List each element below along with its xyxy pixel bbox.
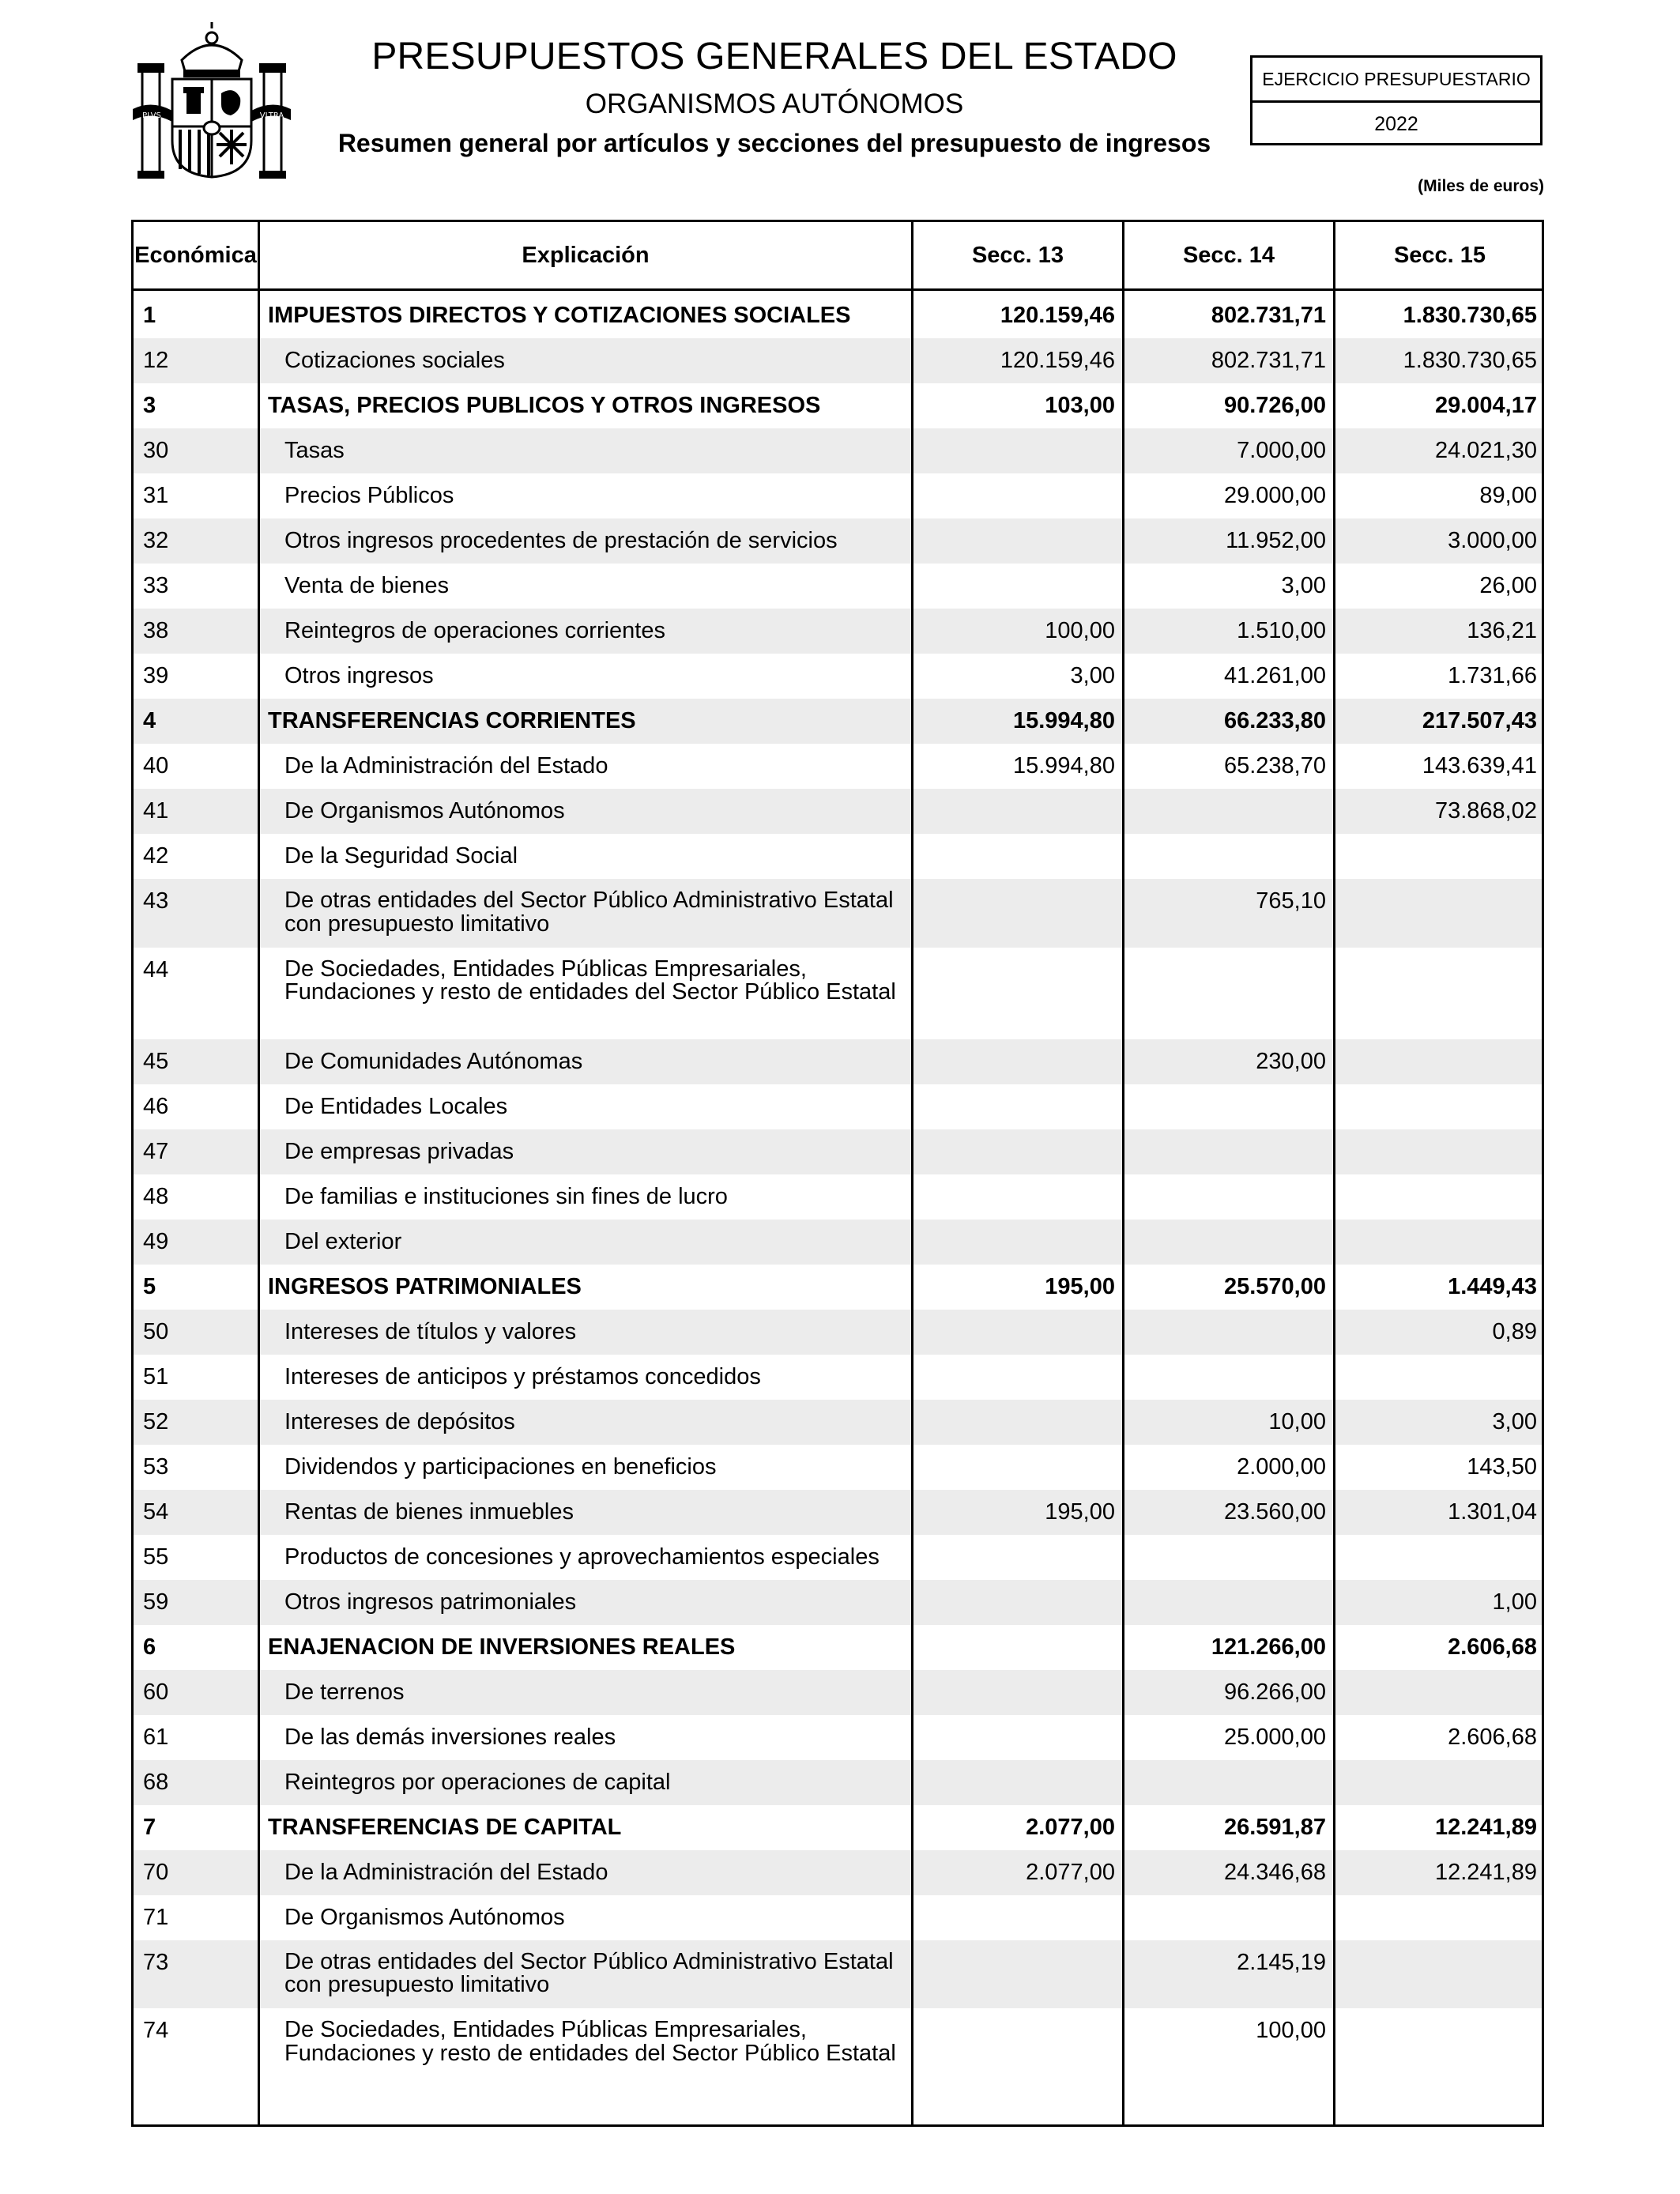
table-row (134, 1265, 1542, 1310)
row-secc-14: 2.000,00 (1237, 1453, 1326, 1480)
row-secc-14: 66.233,80 (1223, 708, 1326, 733)
row-secc-13 (916, 2008, 1115, 2019)
column-header-explicacion: Explicación (522, 243, 650, 268)
row-code: 30 (143, 438, 169, 463)
row-secc-14 (1127, 1760, 1326, 1770)
row-secc-14: 26.591,87 (1223, 1814, 1326, 1840)
row-code: 41 (143, 798, 169, 824)
coat-of-arms-icon (133, 22, 291, 180)
row-description: TASAS, PRECIOS PUBLICOS Y OTROS INGRESOS (268, 393, 821, 418)
row-code: 6 (143, 1634, 156, 1660)
row-secc-14: 96.266,00 (1223, 1679, 1326, 1705)
row-code: 4 (143, 708, 156, 733)
row-secc-14 (1127, 948, 1326, 958)
budget-year-box (1250, 55, 1543, 145)
row-description: IMPUESTOS DIRECTOS Y COTIZACIONES SOCIALES (268, 303, 851, 328)
row-secc-15: 143,50 (1467, 1453, 1537, 1480)
table-row (134, 1445, 1542, 1490)
table-row (134, 789, 1542, 834)
table-row (134, 1535, 1542, 1580)
row-code: 54 (143, 1498, 169, 1525)
table-row (134, 1129, 1542, 1174)
row-secc-14: 1.510,00 (1237, 618, 1326, 643)
row-description: De Organismos Autónomos (284, 798, 565, 824)
row-secc-15: 143.639,41 (1422, 753, 1537, 778)
page-title: PRESUPUESTOS GENERALES DEL ESTADO (371, 36, 1177, 77)
row-secc-13 (916, 1715, 1115, 1725)
row-secc-13 (916, 1039, 1115, 1050)
row-code: 44 (143, 956, 169, 982)
row-secc-13 (916, 1535, 1115, 1545)
row-secc-15: 26,00 (1479, 573, 1537, 598)
table-row (134, 2008, 1542, 2100)
row-secc-13 (916, 1310, 1115, 1320)
row-description: De Sociedades, Entidades Públicas Empresariales, Fundaciones y resto de entidades del Sector Público Estatal (284, 2017, 896, 2066)
row-secc-14: 7.000,00 (1237, 438, 1326, 463)
budget-year-value: 2022 (1374, 113, 1418, 135)
table-row (134, 609, 1542, 654)
row-code: 51 (143, 1363, 169, 1389)
row-secc-13 (916, 428, 1115, 439)
row-description: Otros ingresos procedentes de prestación de servicios (284, 528, 838, 553)
row-secc-15 (1338, 2008, 1537, 2019)
row-description: Otros ingresos (284, 663, 434, 688)
table-row (134, 338, 1542, 383)
row-code: 46 (143, 1093, 169, 1119)
row-description: Intereses de anticipos y préstamos concedidos (284, 1363, 761, 1389)
table-row (134, 1940, 1542, 2009)
row-description: Intereses de títulos y valores (284, 1318, 577, 1344)
row-description: De otras entidades del Sector Público Administrativo Estatal con presupuesto limitativo (284, 888, 894, 937)
row-secc-15: 1,00 (1492, 1589, 1537, 1615)
row-secc-13 (916, 1129, 1115, 1140)
row-secc-13 (916, 948, 1115, 958)
row-secc-13 (916, 789, 1115, 799)
table-row (134, 1670, 1542, 1715)
row-secc-13: 2.077,00 (1026, 1814, 1115, 1840)
row-secc-13 (916, 1670, 1115, 1680)
table-row (134, 1220, 1542, 1265)
table-row (134, 1490, 1542, 1535)
row-description: De Comunidades Autónomas (284, 1048, 583, 1074)
table-row (134, 1625, 1542, 1670)
row-secc-14: 41.261,00 (1223, 663, 1326, 688)
column-header-secc-15: Secc. 15 (1393, 243, 1486, 268)
row-description: Dividendos y participaciones en beneficios (284, 1453, 717, 1480)
row-description: Otros ingresos patrimoniales (284, 1589, 577, 1615)
row-secc-13 (916, 879, 1115, 889)
row-secc-14: 25.570,00 (1223, 1273, 1326, 1299)
row-secc-14: 23.560,00 (1223, 1498, 1326, 1525)
table-row (134, 948, 1542, 1039)
row-description: Productos de concesiones y aprovechamientos especiales (284, 1544, 880, 1570)
row-secc-14 (1127, 1355, 1326, 1365)
row-secc-13: 2.077,00 (1026, 1859, 1115, 1885)
row-secc-14: 802.731,71 (1211, 348, 1326, 373)
row-secc-13 (916, 1084, 1115, 1095)
row-secc-14 (1127, 1580, 1326, 1590)
row-description: Reintegros de operaciones corrientes (284, 618, 665, 643)
row-secc-15 (1338, 1535, 1537, 1545)
row-code: 61 (143, 1724, 169, 1750)
budget-year-label: EJERCICIO PRESUPUESTARIO (1252, 58, 1540, 103)
row-secc-15: 3,00 (1492, 1408, 1537, 1434)
row-code: 3 (143, 393, 156, 418)
table-row (134, 1174, 1542, 1220)
table-row (134, 879, 1542, 948)
row-secc-13: 120.159,46 (1000, 303, 1115, 328)
row-secc-13 (916, 834, 1115, 844)
table-row (134, 1039, 1542, 1084)
row-code: 7 (143, 1814, 156, 1840)
row-description: De otras entidades del Sector Público Administrativo Estatal con presupuesto limitativo (284, 1948, 894, 1997)
table-row (134, 293, 1542, 338)
row-secc-14 (1127, 1220, 1326, 1230)
row-secc-15: 1.301,04 (1448, 1498, 1537, 1525)
row-secc-15: 2.606,68 (1448, 1634, 1537, 1660)
table-row (134, 744, 1542, 789)
column-divider (911, 222, 913, 2124)
row-code: 42 (143, 843, 169, 869)
row-code: 49 (143, 1228, 169, 1254)
row-description: De la Administración del Estado (284, 1859, 608, 1885)
row-secc-13 (916, 1625, 1115, 1635)
row-code: 71 (143, 1904, 169, 1930)
svg-text:VLTRA: VLTRA (259, 111, 284, 120)
table-row (134, 1895, 1542, 1940)
row-secc-14: 3,00 (1281, 573, 1326, 598)
row-secc-15: 136,21 (1467, 618, 1537, 643)
row-secc-13 (916, 1940, 1115, 1951)
row-code: 74 (143, 2018, 169, 2043)
table-row (134, 1850, 1542, 1895)
row-secc-14 (1127, 789, 1326, 799)
row-code: 55 (143, 1544, 169, 1570)
row-description: TRANSFERENCIAS CORRIENTES (268, 708, 636, 733)
row-secc-14: 121.266,00 (1211, 1634, 1326, 1660)
row-code: 1 (143, 303, 156, 328)
row-code: 38 (143, 618, 169, 643)
row-description: De las demás inversiones reales (284, 1724, 616, 1750)
row-code: 39 (143, 663, 169, 688)
row-secc-15: 1.830.730,65 (1403, 303, 1537, 328)
table-row (134, 383, 1542, 428)
row-secc-15: 24.021,30 (1434, 438, 1537, 463)
table-row (134, 428, 1542, 473)
row-secc-14: 25.000,00 (1223, 1724, 1326, 1750)
row-code: 68 (143, 1769, 169, 1795)
row-secc-13 (916, 564, 1115, 574)
row-secc-15 (1338, 834, 1537, 844)
row-secc-13: 15.994,80 (1012, 753, 1115, 778)
table-row (134, 518, 1542, 564)
row-secc-15: 1.731,66 (1448, 663, 1537, 688)
row-secc-13: 195,00 (1045, 1273, 1115, 1299)
row-description: Cotizaciones sociales (284, 348, 505, 373)
row-secc-13: 3,00 (1070, 663, 1115, 688)
row-secc-13 (916, 1355, 1115, 1365)
row-secc-13 (916, 1220, 1115, 1230)
row-secc-15 (1338, 948, 1537, 958)
row-code: 45 (143, 1048, 169, 1074)
row-secc-13: 120.159,46 (1000, 348, 1115, 373)
row-description: Reintegros por operaciones de capital (284, 1769, 671, 1795)
row-secc-15: 217.507,43 (1422, 708, 1537, 733)
revenue-table (131, 220, 1544, 2127)
row-secc-14: 100,00 (1256, 2018, 1326, 2043)
row-secc-15: 1.830.730,65 (1403, 348, 1537, 373)
row-secc-13: 15.994,80 (1012, 708, 1115, 733)
row-code: 53 (143, 1453, 169, 1480)
row-secc-15 (1338, 879, 1537, 889)
row-code: 48 (143, 1183, 169, 1209)
row-secc-15: 12.241,89 (1434, 1814, 1537, 1840)
row-secc-13 (916, 1895, 1115, 1906)
row-code: 43 (143, 888, 169, 914)
row-secc-15: 0,89 (1492, 1318, 1537, 1344)
row-code: 40 (143, 753, 169, 778)
row-secc-15: 1.449,43 (1448, 1273, 1537, 1299)
row-code: 70 (143, 1859, 169, 1885)
column-header-secc-13: Secc. 13 (971, 243, 1064, 268)
row-secc-14: 29.000,00 (1223, 483, 1326, 508)
row-code: 60 (143, 1679, 169, 1705)
table-row (134, 1715, 1542, 1760)
row-secc-15 (1338, 1895, 1537, 1906)
table-row (134, 1805, 1542, 1850)
row-description: Del exterior (284, 1228, 402, 1254)
row-secc-14: 24.346,68 (1223, 1859, 1326, 1885)
row-description: Rentas de bienes inmuebles (284, 1498, 574, 1525)
row-code: 32 (143, 528, 169, 553)
row-secc-13 (916, 473, 1115, 484)
row-secc-14: 802.731,71 (1211, 303, 1326, 328)
row-secc-14 (1127, 1084, 1326, 1095)
row-description: De Entidades Locales (284, 1093, 508, 1119)
row-secc-13 (916, 1400, 1115, 1410)
row-description: Tasas (284, 438, 345, 463)
table-row (134, 1084, 1542, 1129)
row-secc-14: 90.726,00 (1223, 393, 1326, 418)
table-row (134, 1310, 1542, 1355)
row-secc-13: 100,00 (1045, 618, 1115, 643)
row-secc-13 (916, 1445, 1115, 1455)
row-secc-14 (1127, 834, 1326, 844)
column-header-economica: Económica (134, 243, 257, 268)
row-secc-15 (1338, 1670, 1537, 1680)
row-secc-15 (1338, 1039, 1537, 1050)
row-secc-15: 2.606,68 (1448, 1724, 1537, 1750)
row-secc-14 (1127, 1895, 1326, 1906)
row-secc-14 (1127, 1535, 1326, 1545)
row-secc-14 (1127, 1129, 1326, 1140)
row-secc-15 (1338, 1220, 1537, 1230)
row-secc-15 (1338, 1129, 1537, 1140)
table-row (134, 1580, 1542, 1625)
row-description: Precios Públicos (284, 483, 454, 508)
column-header-secc-14: Secc. 14 (1182, 243, 1275, 268)
table-header (134, 222, 1542, 291)
table-row (134, 834, 1542, 879)
row-secc-14: 765,10 (1256, 888, 1326, 914)
row-description: De la Administración del Estado (284, 753, 608, 778)
row-code: 73 (143, 1949, 169, 1975)
row-description: INGRESOS PATRIMONIALES (268, 1273, 582, 1299)
row-secc-13 (916, 1580, 1115, 1590)
table-row (134, 1355, 1542, 1400)
table-row (134, 473, 1542, 518)
row-code: 47 (143, 1138, 169, 1164)
row-code: 5 (143, 1273, 156, 1299)
table-row (134, 1400, 1542, 1445)
row-secc-15 (1338, 1940, 1537, 1951)
row-secc-14 (1127, 1174, 1326, 1185)
row-description: Venta de bienes (284, 573, 450, 598)
row-description: De la Seguridad Social (284, 843, 518, 869)
row-secc-14: 230,00 (1256, 1048, 1326, 1074)
row-description: Intereses de depósitos (284, 1408, 515, 1434)
row-description: De terrenos (284, 1679, 405, 1705)
row-secc-13: 195,00 (1045, 1498, 1115, 1525)
row-secc-13 (916, 518, 1115, 529)
row-description: TRANSFERENCIAS DE CAPITAL (268, 1814, 622, 1840)
row-secc-14 (1127, 1310, 1326, 1320)
row-code: 59 (143, 1589, 169, 1615)
table-row (134, 1760, 1542, 1805)
row-description: De empresas privadas (284, 1138, 514, 1164)
page-description: Resumen general por artículos y secciones del presupuesto de ingresos (337, 129, 1211, 157)
row-secc-15 (1338, 1355, 1537, 1365)
row-description: De Organismos Autónomos (284, 1904, 565, 1930)
row-secc-13: 103,00 (1045, 393, 1115, 418)
row-secc-15 (1338, 1174, 1537, 1185)
row-code: 50 (143, 1318, 169, 1344)
row-secc-15: 12.241,89 (1434, 1859, 1537, 1885)
column-divider (1122, 222, 1124, 2124)
row-secc-15: 73.868,02 (1434, 798, 1537, 824)
row-secc-15: 89,00 (1479, 483, 1537, 508)
row-secc-14: 10,00 (1268, 1408, 1326, 1434)
row-secc-14: 65.238,70 (1223, 753, 1326, 778)
units-note: (Miles de euros) (1418, 177, 1544, 195)
row-code: 52 (143, 1408, 169, 1434)
row-secc-15: 29.004,17 (1434, 393, 1537, 418)
row-secc-15 (1338, 1760, 1537, 1770)
row-secc-13 (916, 1174, 1115, 1185)
page-subtitle: ORGANISMOS AUTÓNOMOS (585, 89, 964, 119)
row-description: ENAJENACION DE INVERSIONES REALES (268, 1634, 736, 1660)
row-secc-14: 11.952,00 (1226, 528, 1326, 553)
table-row (134, 564, 1542, 609)
row-secc-13 (916, 1760, 1115, 1770)
row-code: 31 (143, 483, 169, 508)
column-divider (1333, 222, 1335, 2124)
row-secc-15 (1338, 1084, 1537, 1095)
column-divider (258, 222, 260, 2124)
row-secc-14: 2.145,19 (1237, 1949, 1326, 1975)
table-row (134, 699, 1542, 744)
row-description: De Sociedades, Entidades Públicas Empresariales, Fundaciones y resto de entidades del Sector Público Estatal (284, 956, 896, 1005)
row-secc-15: 3.000,00 (1448, 528, 1537, 553)
row-code: 33 (143, 573, 169, 598)
row-code: 12 (143, 348, 169, 373)
table-row (134, 654, 1542, 699)
svg-text:PLVS: PLVS (142, 111, 161, 120)
row-description: De familias e instituciones sin fines de lucro (284, 1183, 728, 1209)
